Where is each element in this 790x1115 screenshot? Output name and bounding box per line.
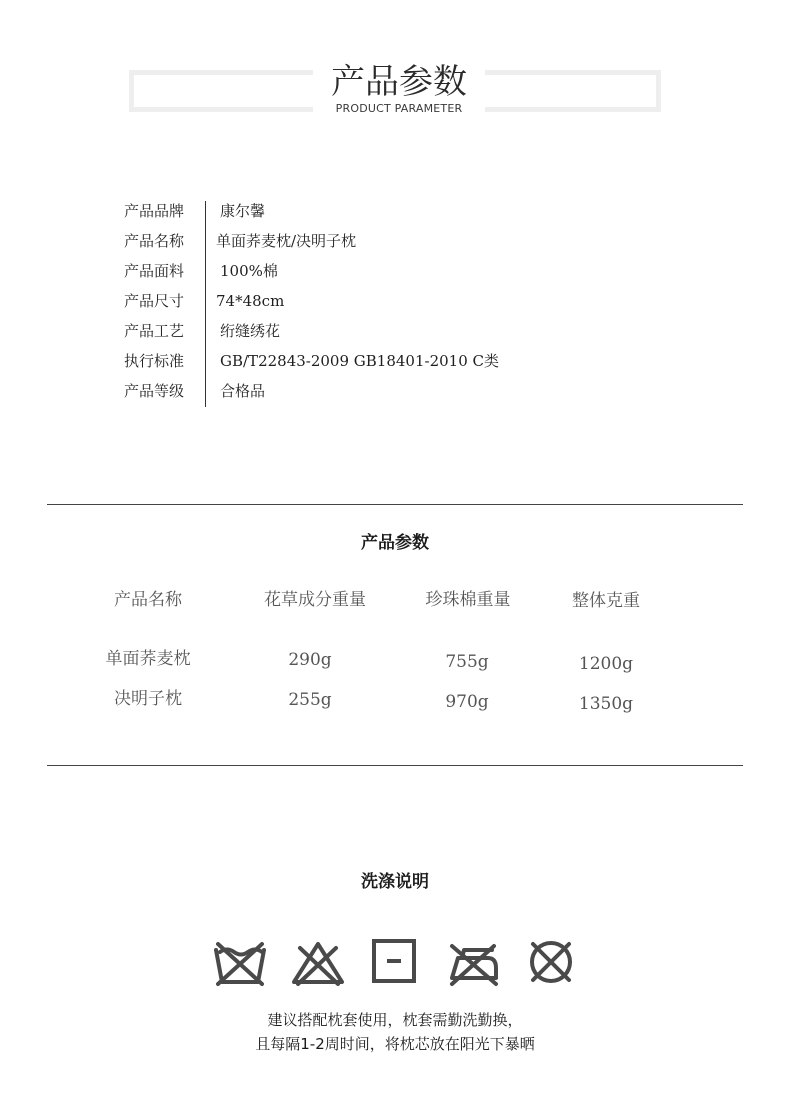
spec-label: 产品名称 bbox=[124, 232, 185, 250]
do-not-wash-icon bbox=[212, 938, 268, 988]
spec-row-brand bbox=[0, 201, 790, 231]
params-title: 产品参数 bbox=[361, 533, 429, 553]
spec-row-craft bbox=[0, 321, 790, 351]
header-frame-right bbox=[485, 70, 661, 112]
section-divider-bottom bbox=[47, 765, 743, 766]
care-note-line-2: 且每隔1-2周时间，将枕芯放在阳光下暴晒 bbox=[255, 1035, 535, 1053]
spec-label: 执行标准 bbox=[124, 352, 185, 370]
spec-row-grade bbox=[0, 381, 790, 411]
spec-value: 单面荞麦枕/决明子枕 bbox=[216, 232, 357, 250]
spec-row-standard bbox=[0, 351, 790, 381]
table-header-cell: 珍珠棉重量 bbox=[425, 590, 511, 610]
table-cell: 决明子枕 bbox=[114, 689, 182, 709]
do-not-iron-icon bbox=[446, 938, 502, 988]
table-cell: 290g bbox=[288, 650, 332, 670]
spec-row-name bbox=[0, 231, 790, 261]
spec-row-fabric bbox=[0, 261, 790, 291]
do-not-dry-clean-icon bbox=[523, 938, 579, 988]
care-note-line-1: 建议搭配枕套使用，枕套需勤洗勤换， bbox=[267, 1011, 523, 1029]
spec-value: 康尔馨 bbox=[220, 202, 266, 220]
do-not-bleach-icon bbox=[290, 938, 346, 988]
spec-value: GB/T22843-2009 GB18401-2010 C类 bbox=[220, 352, 500, 370]
table-cell: 1350g bbox=[578, 694, 634, 714]
tumble-dry-icon bbox=[366, 938, 422, 988]
table-cell: 970g bbox=[445, 692, 489, 712]
spec-value: 合格品 bbox=[220, 382, 266, 400]
header-frame-left bbox=[129, 70, 313, 112]
care-title: 洗涤说明 bbox=[361, 872, 429, 892]
spec-row-size bbox=[0, 291, 790, 321]
table-cell: 755g bbox=[445, 652, 489, 672]
table-cell: 1200g bbox=[578, 654, 634, 674]
spec-label: 产品尺寸 bbox=[124, 292, 185, 310]
spec-label: 产品等级 bbox=[124, 382, 185, 400]
table-cell: 255g bbox=[288, 690, 332, 710]
page-title: 产品参数 bbox=[331, 62, 467, 102]
table-cell: 单面荞麦枕 bbox=[105, 649, 191, 669]
spec-label: 产品工艺 bbox=[124, 322, 185, 340]
table-header-cell: 产品名称 bbox=[114, 590, 182, 610]
section-divider-top bbox=[47, 504, 743, 505]
page-subtitle: PRODUCT PARAMETER bbox=[335, 102, 463, 115]
table-header-cell: 整体克重 bbox=[572, 591, 640, 611]
spec-label: 产品面料 bbox=[124, 262, 185, 280]
spec-value: 74*48cm bbox=[216, 292, 285, 310]
table-header-cell: 花草成分重量 bbox=[264, 590, 366, 610]
spec-label: 产品品牌 bbox=[124, 202, 185, 220]
spec-value: 100%棉 bbox=[220, 262, 278, 280]
spec-value: 绗缝绣花 bbox=[220, 322, 281, 340]
